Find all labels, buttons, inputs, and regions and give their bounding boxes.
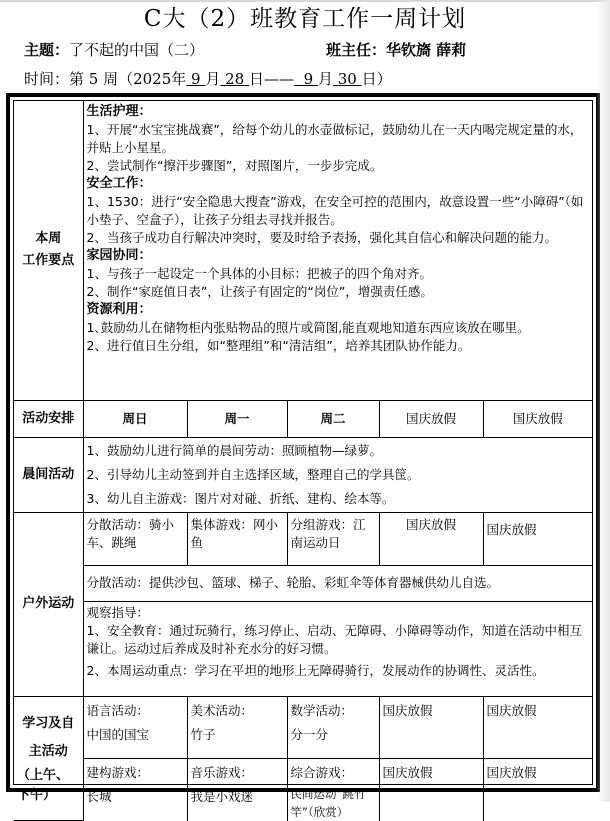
learning-integrated: 综合游戏： 民间运动“跳竹竿”（欣赏） bbox=[287, 758, 379, 821]
end-day: 30 bbox=[337, 70, 357, 88]
learning-music: 音乐游戏： 我是小戏迷 bbox=[187, 758, 287, 821]
section-heading-safety: 安全工作： bbox=[86, 176, 152, 191]
outdoor-guidance bbox=[83, 601, 592, 696]
morning-item: 1、鼓励幼儿进行简单的晨间劳动：照顾植物—绿萝。 bbox=[86, 442, 382, 458]
label-weekly-focus: 本周 工作要点 bbox=[14, 101, 83, 400]
life-care-item: 1、开展“水宝宝挑战赛”，给每个幼儿的水壶做标记，鼓励幼儿在一天内喝完规定量的水，并贴上小星星。 bbox=[86, 122, 583, 155]
learning-art: 美术活动： 竹子 bbox=[187, 696, 287, 758]
teacher-label: 班主任： bbox=[326, 41, 387, 59]
row-weekly-focus bbox=[14, 101, 592, 400]
morning-content bbox=[83, 437, 592, 512]
day-sunday: 周日 bbox=[83, 400, 187, 437]
day-monday: 周一 bbox=[187, 400, 287, 437]
teacher-value: 华钦旖 薛莉 bbox=[386, 41, 467, 59]
guidance-item: 2、本周运动重点：学习在平坦的地形上无障碍骑行，发展动作的协调性、灵活性。 bbox=[86, 662, 545, 678]
learning-holiday-4: 国庆放假 bbox=[483, 758, 592, 821]
plan-table-frame bbox=[6, 93, 600, 819]
morning-item: 2、引导幼儿主动签到并自主选择区域，整理自己的学具筐。 bbox=[86, 466, 420, 482]
row-outdoor-guidance bbox=[14, 601, 592, 696]
start-month: 9 bbox=[191, 70, 201, 88]
section-heading-life-care: 生活护理： bbox=[86, 104, 152, 119]
row-morning bbox=[14, 437, 592, 512]
guidance-item: 1、安全教育：通过玩骑行，练习停止、启动、无障碍、小障碍等动作，知道在活动中相互谦让。运动过后养成及时补充水分的好习惯。 bbox=[86, 622, 582, 656]
home-school-item: 1、与孩子一起设定一个具体的小目标：把被子的四个角对齐。 bbox=[86, 266, 432, 281]
time-line: 时间：第 5 周（2025年 9 月 28 日—— 9 月 30 日） bbox=[24, 70, 392, 88]
section-heading-home-school: 家园协同： bbox=[86, 248, 152, 263]
day-holiday-2: 国庆放假 bbox=[483, 400, 592, 437]
learning-language: 语言活动： 中国的国宝 bbox=[83, 696, 187, 758]
label-learning: 学习及自 主活动 （上午、下午） bbox=[14, 696, 83, 821]
start-day: 28 bbox=[225, 70, 245, 88]
row-outdoor-activities bbox=[14, 512, 592, 565]
label-schedule: 活动安排 bbox=[14, 400, 83, 437]
outdoor-free-play: 分散活动：提供沙包、篮球、梯子、轮胎、彩虹伞等体育器械供幼儿自选。 bbox=[83, 565, 592, 601]
safety-item: 2、当孩子成功自行解决冲突时，要及时给予表扬，强化其自信心和解决问题的能力。 bbox=[86, 230, 557, 245]
day-tuesday: 周二 bbox=[287, 400, 379, 437]
resources-item: 2、进行值日生分组，如“整理组”和“清洁组”，培养其团队协作能力。 bbox=[86, 338, 471, 353]
row-learning-1 bbox=[14, 696, 592, 758]
safety-item: 1、1530：进行“安全隐患大搜查”游戏，在安全可控的范围内，故意设置一些“小障碍”（如小垫子、空盒子），让孩子分组去寻找并报告。 bbox=[86, 194, 584, 227]
weekly-plan-table bbox=[14, 101, 592, 821]
morning-item: 3、幼儿自主游戏：图片对对碰、折纸、建构、绘本等。 bbox=[86, 490, 395, 506]
teacher-line bbox=[326, 40, 466, 60]
resources-item: 1､鼓励幼儿在储物柜内张贴物品的照片或简图,能直观地知道东西应该放在哪里。 bbox=[86, 320, 530, 335]
learning-holiday-3: 国庆放假 bbox=[379, 758, 483, 821]
page-title: C大（2）班教育工作一周计划 bbox=[143, 6, 467, 32]
life-care-item: 2、尝试制作“擦汗步骤图”，对照图片，一步步完成。 bbox=[86, 158, 383, 173]
label-morning: 晨间活动 bbox=[14, 437, 83, 512]
theme-value: 了不起的中国（二） bbox=[69, 41, 205, 59]
outdoor-cell-tuesday: 分组游戏：江南运动日 bbox=[287, 512, 379, 565]
top-rule bbox=[0, 0, 610, 2]
row-outdoor-free bbox=[14, 565, 592, 601]
section-heading-resources: 资源利用： bbox=[86, 302, 152, 317]
outdoor-cell-holiday-2: 国庆放假 bbox=[483, 512, 592, 565]
guidance-heading: 观察指导： bbox=[86, 604, 150, 620]
label-outdoor: 户外运动 bbox=[14, 512, 83, 696]
time-prefix: 时间：第 5 周（2025年 bbox=[24, 70, 187, 88]
learning-holiday-1: 国庆放假 bbox=[379, 696, 483, 758]
outdoor-cell-holiday-1: 国庆放假 bbox=[379, 512, 483, 565]
row-learning-2 bbox=[14, 758, 592, 821]
weekly-focus-content bbox=[83, 101, 592, 400]
row-schedule bbox=[14, 400, 592, 437]
learning-construction: 建构游戏： 长城 bbox=[83, 758, 187, 821]
outdoor-cell-sunday: 分散活动：骑小车、跳绳 bbox=[83, 512, 187, 565]
page-edge-shadow bbox=[596, 0, 610, 802]
outdoor-cell-monday: 集体游戏：网小鱼 bbox=[187, 512, 287, 565]
home-school-item: 2、制作“家庭值日表”，让孩子有固定的“岗位”，增强责任感。 bbox=[86, 284, 433, 299]
end-month: 9 bbox=[303, 70, 314, 88]
theme-label: 主题： bbox=[24, 41, 70, 59]
day-holiday-1: 国庆放假 bbox=[379, 400, 483, 437]
learning-holiday-2: 国庆放假 bbox=[483, 696, 592, 758]
learning-math: 数学活动： 分一分 bbox=[287, 696, 379, 758]
theme-line bbox=[24, 40, 204, 60]
